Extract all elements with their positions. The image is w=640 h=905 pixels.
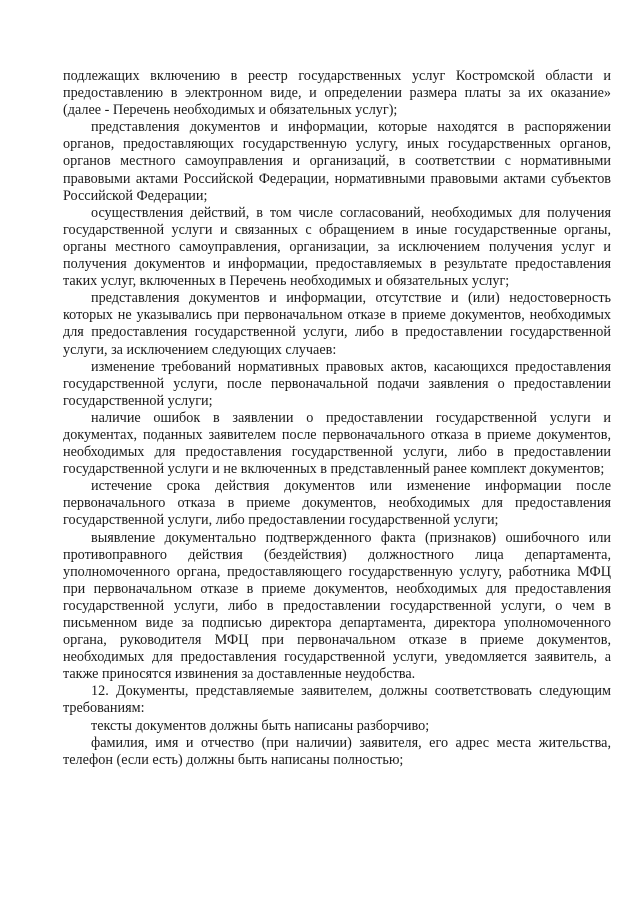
paragraph: осуществления действий, в том числе согласований, необходимых для получения государственной услуги и связанных с обращением в иные государственные органы, органы местного самоуправления, организации, за исключением получения услуг и получения документов и информации, предоставляемых в результате предоставления таких услуг, включенных в Перечень необходимых и обязательных услуг; [63,204,611,290]
paragraph: фамилия, имя и отчество (при наличии) заявителя, его адрес места жительства, телефон (если есть) должны быть написаны полностью; [63,734,611,768]
paragraph: истечение срока действия документов или изменение информации после первоначального отказа в приеме документов, необходимых для предоставления государственной услуги, либо предоставлении государственной услуги; [63,478,611,529]
paragraph: представления документов и информации, которые находятся в распоряжении органов, предоставляющих государственную услугу, иных государственных органов, органов местного самоуправления и организаций, в соответствии с нормативными правовыми актами Российской Федерации, нормативными правовыми актами субъектов Российской Федерации; [63,119,611,204]
paragraph: выявление документально подтвержденного факта (признаков) ошибочного или противоправного действия (бездействия) должностного лица департамента, уполномоченного органа, предоставляющего государственную услугу, работника МФЦ при первоначальном отказе в приеме документов, необходимых для предоставления государственной услуги, либо в предоставлении государственной услуги, о чем в письменном виде за подписью директора департамента, директора уполномоченного органа, руководителя МФЦ при первоначальном отказе в приеме документов, необходимых для предоставления государственной услуги, уведомляется заявитель, а также приносятся извинения за доставленные неудобства. [63,529,611,683]
paragraph: подлежащих включению в реестр государственных услуг Костромской области и предоставлению в электронном виде, и определении размера платы за их оказание» (далее - Перечень необходимых и обязательных услуг); [63,68,611,119]
paragraph: представления документов и информации, отсутствие и (или) недостоверность которых не указывались при первоначальном отказе в приеме документов, необходимых для предоставления государственной услуги, либо в предоставлении государственной услуги, за исключением следующих случаев: [63,290,611,358]
paragraph: наличие ошибок в заявлении о предоставлении государственной услуги и документах, поданных заявителем после первоначального отказа в приеме документов, необходимых для предоставления государственной услуги, либо в предоставлении государственной услуги и не включенных в представленный ранее комплект документов; [63,409,611,478]
paragraph: изменение требований нормативных правовых актов, касающихся предоставления государственной услуги, после первоначальной подачи заявления о предоставлении государственной услуги; [63,358,611,409]
paragraph: тексты документов должны быть написаны разборчиво; [91,717,430,734]
numbered-paragraph: 12. Документы, представляемые заявителем, должны соответствовать следующим требованиям: [63,683,611,717]
document-page [63,68,611,769]
